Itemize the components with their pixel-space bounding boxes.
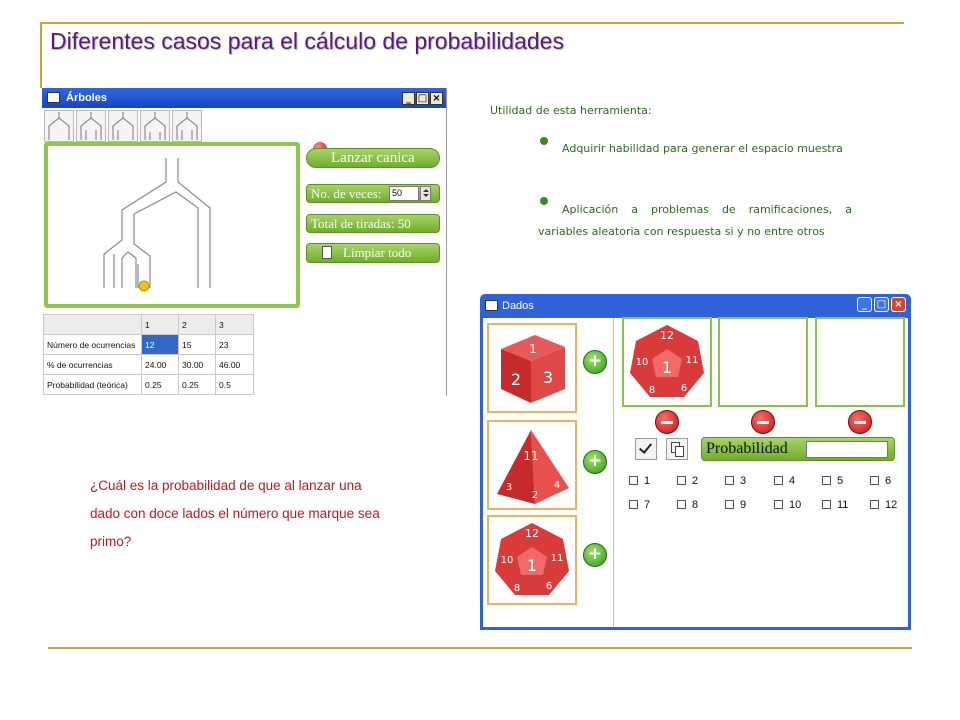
selected-face-8: 8 xyxy=(648,385,656,396)
table-cell[interactable]: 30.00 xyxy=(179,355,216,375)
close-button[interactable]: × xyxy=(430,92,443,105)
no-veces-stepper[interactable] xyxy=(420,186,431,201)
tetra-face-11: 11 xyxy=(523,449,539,463)
option-checkbox-9[interactable] xyxy=(725,499,746,511)
table-row xyxy=(44,375,254,395)
table-cell[interactable]: 46.00 xyxy=(216,355,254,375)
selected-face-6: 6 xyxy=(680,383,688,394)
app-icon xyxy=(485,300,498,311)
checkbox-icon[interactable] xyxy=(822,500,831,509)
option-checkbox-4[interactable] xyxy=(774,475,795,487)
probabilidad-label: Probabilidad xyxy=(706,440,788,457)
table-cell[interactable]: Número de ocurrencias xyxy=(44,335,142,355)
checkbox-icon[interactable] xyxy=(629,500,638,509)
remove-die-1-button[interactable] xyxy=(655,410,679,434)
die-tetra-box[interactable] xyxy=(487,420,577,510)
table-cell[interactable]: % de ocurrencias xyxy=(44,355,142,375)
checkbox-icon[interactable] xyxy=(774,500,783,509)
arboles-window-title: Árboles xyxy=(66,92,107,104)
lanzar-canica-label: Lanzar canica xyxy=(331,150,415,166)
option-checkbox-7[interactable] xyxy=(629,499,650,511)
checkbox-icon[interactable] xyxy=(725,500,734,509)
tree-icons-drawing xyxy=(44,110,206,142)
tetra-face-2: 2 xyxy=(531,490,539,501)
utility-bullet-2 xyxy=(538,199,852,243)
table-cell-selected[interactable]: 12 xyxy=(142,335,179,355)
option-checkbox-6[interactable] xyxy=(870,475,891,487)
stepper-up-icon[interactable] xyxy=(423,189,429,192)
no-veces-label: No. de veces: xyxy=(311,186,382,201)
panel-divider xyxy=(613,318,614,627)
die-cube-box[interactable] xyxy=(487,323,577,413)
checkmark-icon xyxy=(639,440,652,454)
dados-window-title: Dados xyxy=(502,300,534,312)
limpiar-todo-label: Limpiar todo xyxy=(343,245,412,260)
table-cell[interactable]: 15 xyxy=(179,335,216,355)
dodeca-face-11: 11 xyxy=(550,553,564,564)
option-label: 6 xyxy=(885,475,892,487)
table-cell[interactable]: Probabilidad (teórica) xyxy=(44,375,142,395)
selected-die-slot-1[interactable] xyxy=(622,317,712,407)
checkbox-icon[interactable] xyxy=(774,476,783,485)
top-rule xyxy=(40,22,904,24)
cube-die-icon xyxy=(491,327,573,409)
app-icon xyxy=(47,92,60,103)
utility-bullet-1-text: Adquirir habilidad para generar el espacio muestra xyxy=(562,142,843,155)
cube-face-2: 2 xyxy=(510,370,522,389)
checkbox-icon[interactable] xyxy=(822,476,831,485)
utility-bullet-1 xyxy=(538,138,852,160)
checkbox-icon[interactable] xyxy=(677,500,686,509)
option-label: 2 xyxy=(692,475,699,487)
checkbox-icon[interactable] xyxy=(870,476,879,485)
selected-die-slot-2[interactable] xyxy=(718,317,808,407)
total-tiradas-label: Total de tiradas: 50 xyxy=(311,216,411,231)
arboles-titlebar[interactable] xyxy=(42,88,447,108)
die-dodeca-box[interactable] xyxy=(487,515,577,605)
tetra-die-icon xyxy=(491,424,573,506)
bottom-rule xyxy=(48,647,912,649)
add-dodeca-button[interactable]: + xyxy=(583,543,607,567)
dodeca-face-6: 6 xyxy=(545,581,553,592)
check-all-button[interactable] xyxy=(635,438,657,460)
selected-face-1: 1 xyxy=(661,358,673,377)
table-cell[interactable]: 0.25 xyxy=(179,375,216,395)
dados-client-area xyxy=(483,318,908,627)
tetra-face-4: 4 xyxy=(553,480,561,491)
selected-face-11: 11 xyxy=(685,355,699,366)
table-header-cell: 3 xyxy=(216,315,254,335)
checkbox-icon[interactable] xyxy=(870,500,879,509)
dodeca-face-1: 1 xyxy=(526,556,538,575)
utility-bullet-2-text: Aplicación a problemas de ramificaciones, a variables aleatoria con respuesta si y no entre otros xyxy=(538,203,852,238)
option-checkbox-5[interactable] xyxy=(822,475,843,487)
slide-title: Diferentes casos para el cálculo de probabilidades xyxy=(50,28,564,54)
results-table xyxy=(43,314,254,395)
option-checkbox-1[interactable] xyxy=(629,475,650,487)
option-label: 9 xyxy=(740,499,747,511)
add-cube-button[interactable]: + xyxy=(583,350,607,374)
option-label: 5 xyxy=(837,475,844,487)
probabilidad-input[interactable] xyxy=(806,441,888,458)
option-label: 12 xyxy=(885,499,898,511)
tetra-face-3: 3 xyxy=(505,482,513,493)
cube-face-1: 1 xyxy=(529,342,537,356)
dados-window xyxy=(480,294,911,630)
arboles-window xyxy=(42,88,447,396)
minimize-button[interactable]: _ xyxy=(857,297,872,312)
left-rule xyxy=(40,22,42,88)
selected-dodeca-die-icon xyxy=(626,321,708,403)
table-header-cell: 2 xyxy=(179,315,216,335)
selected-face-12: 12 xyxy=(660,329,674,342)
maximize-button[interactable]: □ xyxy=(874,297,889,312)
option-checkbox-3[interactable] xyxy=(725,475,746,487)
table-header-row xyxy=(44,315,254,335)
tree-paths-drawing xyxy=(48,146,296,304)
dodeca-die-icon xyxy=(491,519,573,601)
option-checkbox-2[interactable] xyxy=(677,475,698,487)
total-tiradas-panel xyxy=(306,214,440,233)
option-label: 7 xyxy=(644,499,651,511)
option-checkbox-11[interactable] xyxy=(822,499,848,511)
option-label: 11 xyxy=(837,499,849,511)
option-label: 4 xyxy=(789,475,796,487)
option-checkbox-12[interactable] xyxy=(870,499,897,511)
remove-die-2-button[interactable] xyxy=(751,410,775,434)
table-row xyxy=(44,335,254,355)
dodeca-face-12: 12 xyxy=(525,527,539,540)
table-row xyxy=(44,355,254,375)
cube-face-3: 3 xyxy=(542,368,554,387)
option-checkbox-8[interactable] xyxy=(677,499,698,511)
question-text: ¿Cuál es la probabilidad de que al lanzar una dado con doce lados el número que marque sea primo? xyxy=(90,478,380,549)
utility-heading: Utilidad de esta herramienta: xyxy=(490,104,652,117)
option-label: 1 xyxy=(644,475,651,487)
selected-die-slot-3[interactable] xyxy=(815,317,905,407)
remove-die-3-button[interactable] xyxy=(848,410,872,434)
option-label: 10 xyxy=(789,499,802,511)
maximize-button[interactable]: □ xyxy=(417,93,428,104)
stepper-down-icon[interactable] xyxy=(423,194,429,197)
table-cell[interactable]: 24.00 xyxy=(142,355,179,375)
checkbox-icon[interactable] xyxy=(629,476,638,485)
option-label: 8 xyxy=(692,499,699,511)
option-label: 3 xyxy=(740,475,747,487)
table-cell[interactable]: 0.5 xyxy=(216,375,254,395)
table-cell[interactable]: 23 xyxy=(216,335,254,355)
option-checkbox-10[interactable] xyxy=(774,499,801,511)
checkbox-icon[interactable] xyxy=(677,476,686,485)
dodeca-face-8: 8 xyxy=(513,583,521,594)
no-veces-input[interactable]: 50 xyxy=(389,186,419,201)
table-cell[interactable]: 0.25 xyxy=(142,375,179,395)
document-icon xyxy=(322,246,332,259)
close-button[interactable]: × xyxy=(891,297,906,312)
add-tetra-button[interactable]: + xyxy=(583,450,607,474)
copy-icon-back xyxy=(675,446,684,457)
selected-face-10: 10 xyxy=(635,357,649,368)
lanzar-canica-button[interactable] xyxy=(306,148,440,168)
table-header-cell: 1 xyxy=(142,315,179,335)
minimize-button[interactable]: _ xyxy=(402,92,415,105)
probabilidad-panel xyxy=(701,437,895,461)
tree-canvas[interactable] xyxy=(44,142,300,308)
dodeca-face-10: 10 xyxy=(500,555,514,566)
table-header-cell xyxy=(44,315,142,335)
copy-button[interactable] xyxy=(666,438,688,460)
checkbox-icon[interactable] xyxy=(725,476,734,485)
